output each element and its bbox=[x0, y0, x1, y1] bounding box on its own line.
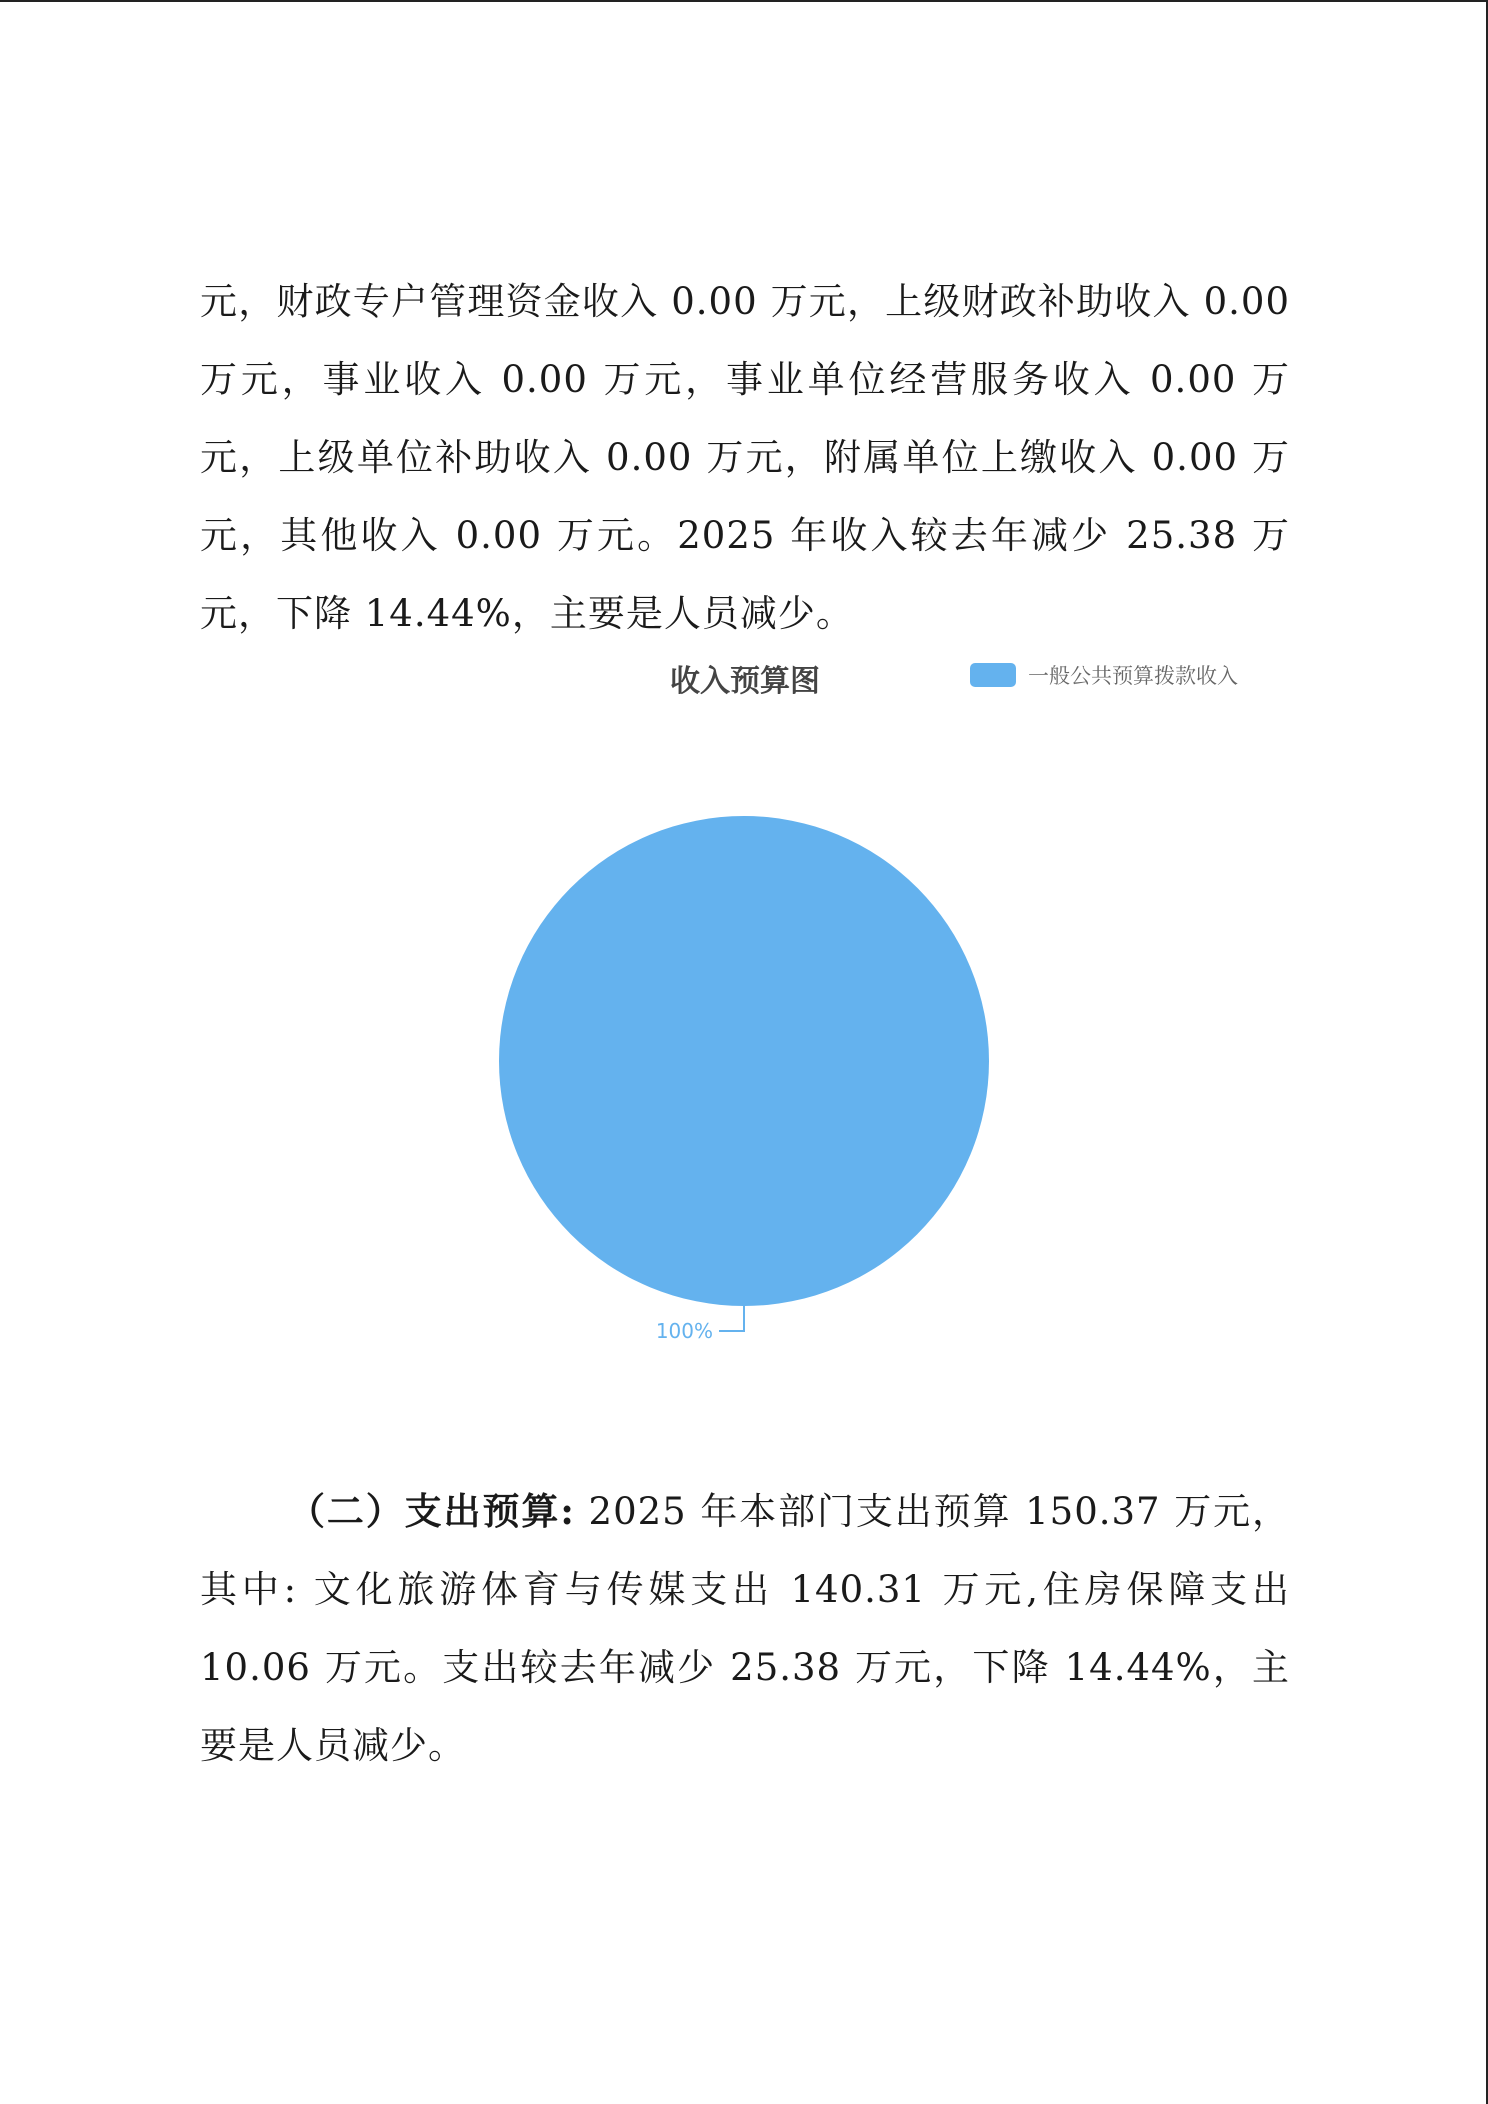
expense-paragraph bbox=[200, 1472, 1290, 1785]
legend-label-general-budget: 一般公共预算拨款收入 bbox=[1028, 664, 1238, 688]
expense-heading: （二）支出预算: bbox=[288, 1489, 575, 1533]
pie-leader-line-0 bbox=[719, 1306, 744, 1331]
chart-title: 收入预算图 bbox=[670, 664, 820, 699]
income-paragraph: 元，财政专户管理资金收入 0.00 万元，上级财政补助收入 0.00 万元，事业收入 0.00 万元，事业单位经营服务收入 0.00 万元，上级单位补助收入 0.00 万元，附属单位上缴收入 0.00 万元，其他收入 0.00 万元。2025 年收入较去年减少 25.38 万元，下降 14.44%，主要是人员减少。 bbox=[200, 280, 1290, 635]
pie-chart-canvas bbox=[0, 640, 1488, 1360]
pie-slices bbox=[499, 816, 989, 1306]
expense-text: 2025 年本部门支出预算 150.37 万元，其中: 文化旅游体育与传媒支出 140.31 万元,住房保障支出 10.06 万元。支出较去年减少 25.38 万元，下降 14.44%，主要是人员减少。 bbox=[200, 1490, 1290, 1767]
pie-slice-0[interactable] bbox=[499, 816, 989, 1306]
pie-percent-label-0: 100% bbox=[655, 1319, 713, 1343]
income-budget-pie-chart bbox=[0, 640, 1488, 1360]
legend-swatch-general-budget bbox=[970, 663, 1016, 687]
page-top-border bbox=[0, 0, 1488, 2]
pie-labels bbox=[656, 1306, 744, 1343]
chart-legend[interactable] bbox=[970, 660, 1238, 690]
